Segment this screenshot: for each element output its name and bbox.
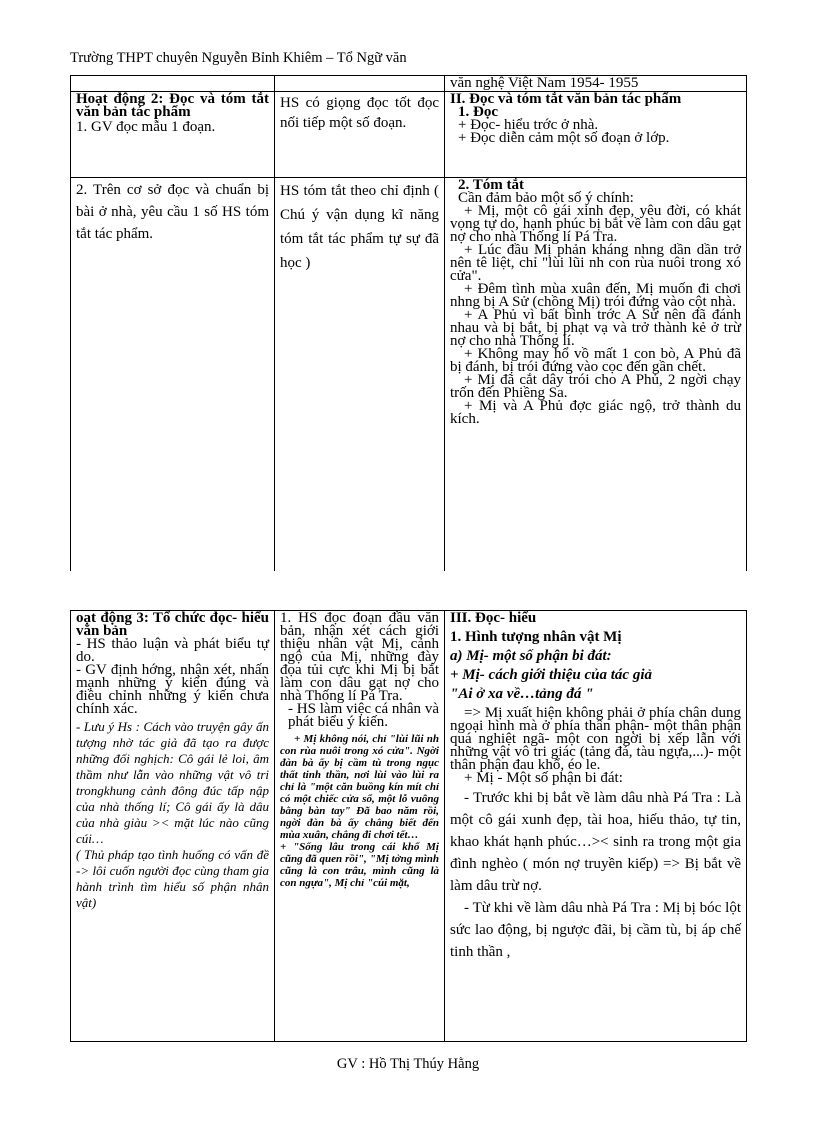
opening-quote: "Ai ở xa về…tảng đá " xyxy=(450,686,594,702)
activity-2-cell xyxy=(71,92,275,178)
activity-3-note: - Lưu ý Hs : Cách vào truyện gây ấn tượng nhờ tác giả đã tạo ra được những đối nghịch: Cô gái lẻ loi, âm thầm như lẫn vào những vật vô tri trongkhung cảnh đông đúc tấp nập của nhà thống lí; Cô gái ấy là dâu của nhà giàu >< mặt lúc nào cũng cúi… xyxy=(76,719,269,846)
cell-empty xyxy=(275,76,445,92)
page-footer: GV : Hồ Thị Thúy Hằng xyxy=(336,1056,480,1072)
student-reading-cell xyxy=(275,92,445,178)
continued-text: văn nghệ Việt Nam 1954- 1955 xyxy=(450,75,639,91)
student-analysis-line: - HS làm việc cá nhân và phát biểu ý kiến. xyxy=(288,701,439,730)
summary-point: + Mị, một cô gái xinh đẹp, yêu đời, có khát vọng tự do, hạnh phúc bị bắt về làm con dâu gạt nợ cho nhà Thống lí Pá Tra. xyxy=(450,203,741,245)
summary-point: + Mị và A Phủ đợc giác ngộ, trở thành du kích. xyxy=(450,398,741,427)
analysis-quote: + Mị không nói, chỉ "lùi lũi nh con rùa nuôi trong xó cửa". Ngời đàn bà ấy bị cầm tù trong ngục thất tinh thần, nơi lùi vào lùi ra chỉ là "một căn buồng kín mít chỉ có một chiếc cửa sổ, một lỗ vuông bằng bàn tay" Đã bao năm rồi, ngời đàn bà ấy chẳng biết đến mùa xuân, chẳng đi chơi tết… xyxy=(280,733,439,841)
summary-cell xyxy=(445,178,747,572)
character-image-title: 1. Hình tượng nhân vật Mị xyxy=(450,629,622,645)
activity-3-title: oạt động 3: Tổ chức đọc- hiểu văn bản xyxy=(76,610,269,639)
fate-point: - Trước khi bị bắt về làm dâu nhà Pá Tra : Là một cô gái xunh đẹp, tài hoa, hiếu thảo, tự tin, khao khát hạnh phúc…>< sinh ra trong một gia đình nghèo ( món nợ truyền kiếp) => Bị bắt về làm dâu trừ nợ. xyxy=(450,790,741,894)
lesson-table-1 xyxy=(70,75,747,571)
section-3-title: III. Đọc- hiểu xyxy=(450,610,537,626)
student-reading-text: HS có giọng đọc tốt đọc nối tiếp một số đoạn. xyxy=(280,95,439,131)
analysis-quote: + "Sống lâu trong cái khổ Mị cũng đã quen rồi", "Mị tởng mình cũng là con trâu, mình cũng là con ngựa", Mị chỉ "cúi mặt, xyxy=(280,841,439,889)
summary-point: + Đêm tình mùa xuân đến, Mị muốn đi chơi nhng bị A Sử (chồng Mị) trói đứng vào cột nhà. xyxy=(450,281,741,310)
activity-3-line: - HS thảo luận và phát biểu tự do. xyxy=(76,636,269,665)
analysis-line: => Mị xuất hiện không phải ở phía chân dung ngoại hình mà ở phía thân phận- một thân phận quá nghiệt ngã- một con ngời bị xếp lẫn với những vật vô tri giác (tảng đá, tàu ngựa,...)- một thân phận đau khổ, éo le. xyxy=(450,705,741,773)
reading-subtitle: 1. Đọc xyxy=(458,104,498,120)
lesson-table-2 xyxy=(70,610,747,1042)
summary-task-text: 2. Trên cơ sở đọc và chuẩn bị bài ở nhà, yêu cầu 1 số HS tóm tắt tác phẩm. xyxy=(76,182,269,242)
section-2-title: II. Đọc và tóm tắt văn bản tác phẩm xyxy=(450,91,682,107)
summary-intro: Cần đảm bảo một số ý chính: xyxy=(458,190,634,206)
cell-continued-text xyxy=(445,76,747,92)
student-summary-cell xyxy=(275,178,445,572)
activity-3-line: - GV định hớng, nhận xét, nhấn mạnh những ý kiến đúng và điều chỉnh những ý kiến chưa chính xác. xyxy=(76,662,269,717)
summary-title: 2. Tóm tắt xyxy=(458,177,524,193)
reading-line: + Đọc diễn cảm một số đoạn ở lớp. xyxy=(458,130,670,146)
tragic-fate-title: a) Mị- một số phận bi đát: xyxy=(450,648,612,664)
section-3-cell xyxy=(445,611,747,1042)
analysis-line: + Mị - Một số phận bi đát: xyxy=(464,770,623,786)
page-header: Trường THPT chuyên Nguyễn Bỉnh Khiêm – Tổ Ngữ văn xyxy=(70,50,407,66)
table-row xyxy=(71,76,747,92)
summary-task-cell xyxy=(71,178,275,572)
section-2-cell xyxy=(445,92,747,178)
summary-point: + Mị đã cắt dây trói cho A Phủ, 2 ngời chạy trốn đến Phiềng Sa. xyxy=(450,372,741,401)
student-analysis-line: 1. HS đọc đoạn đầu văn bản, nhận xét cách giới thiệu nhân vật Mị, cảnh ngộ của Mị, những đày đọa tủi cực khi Mị bị bắt làm con dâu gạt nợ cho nhà Thống lí Pá Tra. xyxy=(280,610,439,704)
cell-empty xyxy=(71,76,275,92)
activity-3-cell xyxy=(71,611,275,1042)
reading-line: + Đọc- hiểu trớc ở nhà. xyxy=(458,117,599,133)
table-row xyxy=(71,611,747,1042)
teacher-reads-text: 1. GV đọc mẫu 1 đoạn. xyxy=(76,119,216,135)
fate-point: - Từ khi về làm dâu nhà Pá Tra : Mị bị bóc lột sức lao động, bị ngược đãi, bị cầm tù, bị áp chế tinh thần , xyxy=(450,900,741,960)
table-row xyxy=(71,178,747,572)
student-analysis-cell xyxy=(275,611,445,1042)
table-row xyxy=(71,92,747,178)
activity-3-note: ( Thủ pháp tạo tình huống có vấn đề -> lôi cuốn người đọc cùng tham gia hành trình tìm hiểu số phận nhân vật) xyxy=(76,847,269,910)
introduction-method-title: + Mị- cách giới thiệu của tác giả xyxy=(450,667,653,683)
student-summary-text: HS tóm tắt theo chỉ định ( Chú ý vận dụng kĩ năng tóm tắt tác phẩm tự sự đã học ) xyxy=(280,183,439,271)
activity-2-title: Hoạt động 2: Đọc và tóm tắt văn bản tác phẩm xyxy=(76,91,269,120)
summary-point: + Lúc đầu Mị phản kháng nhng dần dần trở nên tê liệt, chỉ "lùi lũi nh con rùa nuôi trong xó cửa". xyxy=(450,242,741,284)
summary-point: + Không may hổ vồ mất 1 con bò, A Phủ đã bị đánh, bị trói đứng vào cọc đến gần chết. xyxy=(450,346,741,375)
summary-point: + A Phủ vì bất bình trớc A Sử nên đã đánh nhau và bị bắt, bị phạt vạ và trở thành kẻ ở trừ nợ cho nhà Thống lí. xyxy=(450,307,741,349)
